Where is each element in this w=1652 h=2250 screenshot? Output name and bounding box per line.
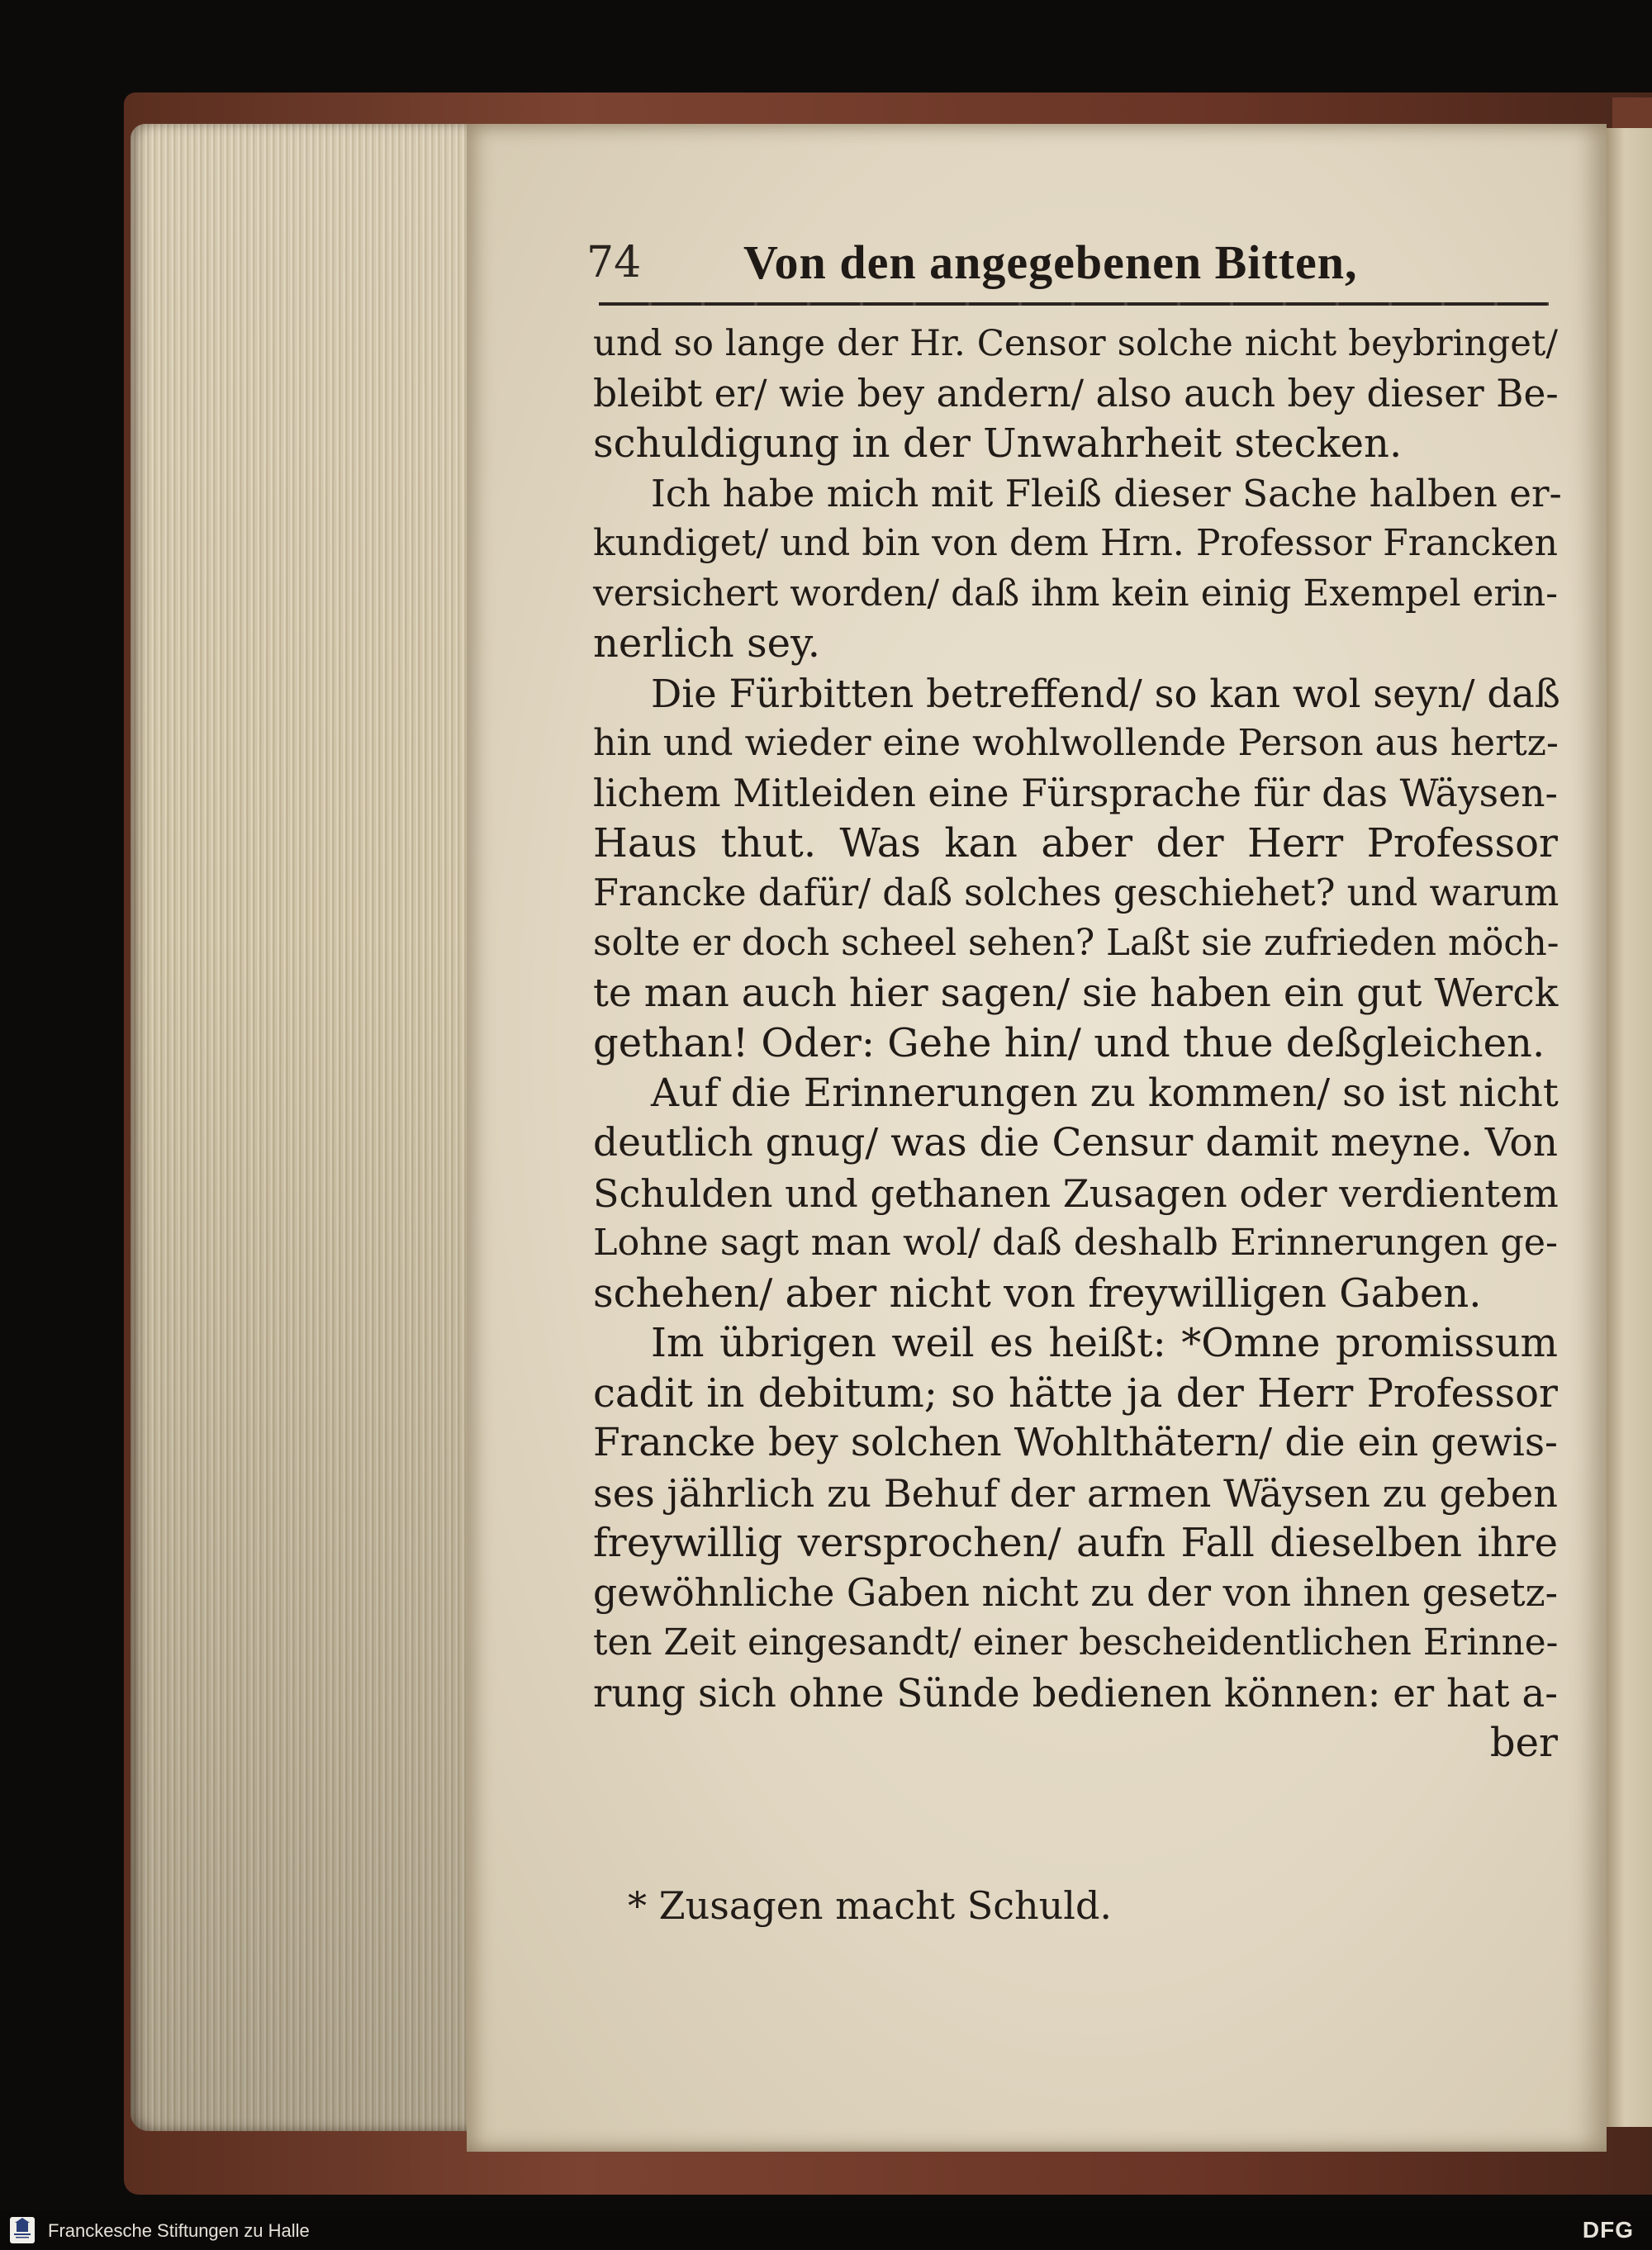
text-line: solte er doch scheel sehen? Laßt sie zufrieden möch- bbox=[593, 923, 1559, 964]
franckesche-stiftungen-logo-icon bbox=[10, 2217, 35, 2243]
text-line: ten Zeit eingesandt/ einer bescheidentlichen Erinne- bbox=[593, 1621, 1559, 1664]
text-line: Die Fürbitten betreffend/ so kan wol seyn/ daß bbox=[651, 671, 1560, 716]
text-line: Haus thut. Was kan aber der Herr Professor bbox=[593, 820, 1558, 866]
text-line: schehen/ aber nicht von freywilligen Gaben. bbox=[593, 1270, 1482, 1317]
text-line: versichert worden/ daß ihm kein einig Exempel erin- bbox=[593, 572, 1558, 615]
header-rule bbox=[599, 302, 1549, 306]
running-head: Von den angegebenen Bitten, bbox=[743, 235, 1358, 289]
text-line: rung sich ohne Sünde bedienen können: er hat a- bbox=[593, 1670, 1558, 1716]
text-line: Ich habe mich mit Fleiß dieser Sache halben er- bbox=[651, 471, 1562, 515]
text-line: und so lange der Hr. Censor solche nicht beybringet/ bbox=[593, 323, 1558, 364]
text-line: Im übrigen weil es heißt: *Omne promissum bbox=[651, 1320, 1558, 1366]
text-line: Francke bey solchen Wohlthätern/ die ein gewis- bbox=[593, 1420, 1558, 1465]
page-header bbox=[586, 235, 1561, 304]
catchword: ber bbox=[1489, 1720, 1558, 1766]
text-line: gewöhnliche Gaben nicht zu der von ihnen gesetz- bbox=[593, 1570, 1559, 1615]
text-line: lichem Mitleiden eine Fürsprache für das Wäysen- bbox=[593, 771, 1558, 815]
text-line: ses jährlich zu Behuf der armen Wäysen zu geben bbox=[593, 1470, 1558, 1516]
text-line: deutlich gnug/ was die Censur damit meyne. Von bbox=[593, 1120, 1558, 1165]
text-line: bleibt er/ wie bey andern/ also auch bey dieser Be- bbox=[593, 371, 1559, 415]
text-line: Auf die Erinnerungen zu kommen/ so ist nicht bbox=[651, 1070, 1559, 1116]
institution-label[interactable]: Franckesche Stiftungen zu Halle bbox=[48, 2220, 310, 2241]
text-line: schuldigung in der Unwahrheit stecken. bbox=[593, 420, 1403, 467]
text-line: gethan! Oder: Gehe hin/ und thue deßgleichen. bbox=[593, 1020, 1545, 1066]
text-line: hin und wieder eine wohlwollende Person aus hertz- bbox=[593, 722, 1559, 764]
text-line: kundiget/ und bin von dem Hrn. Professor Francken bbox=[593, 522, 1558, 564]
facing-page-edge bbox=[1607, 128, 1652, 2127]
text-line: te man auch hier sagen/ sie haben ein gut Werck bbox=[593, 970, 1559, 1016]
viewer-footer bbox=[0, 2210, 1652, 2250]
text-line: Schulden und gethanen Zusagen oder verdientem bbox=[593, 1170, 1559, 1216]
text-line: nerlich sey. bbox=[593, 620, 821, 667]
text-line: Lohne sagt man wol/ daß deshalb Erinnerungen ge- bbox=[593, 1222, 1558, 1264]
page-number: 74 bbox=[586, 238, 642, 287]
footnote: * Zusagen macht Schuld. bbox=[628, 1883, 1113, 1928]
text-line: freywillig versprochen/ aufn Fall dieselben ihre bbox=[593, 1520, 1558, 1566]
text-line: Francke dafür/ daß solches geschiehet? und warum bbox=[593, 871, 1559, 914]
text-line: cadit in debitum; so hätte ja der Herr Professor bbox=[593, 1369, 1558, 1417]
body-text bbox=[593, 319, 1562, 1768]
dfg-logo-text[interactable]: DFG bbox=[1582, 2217, 1634, 2243]
